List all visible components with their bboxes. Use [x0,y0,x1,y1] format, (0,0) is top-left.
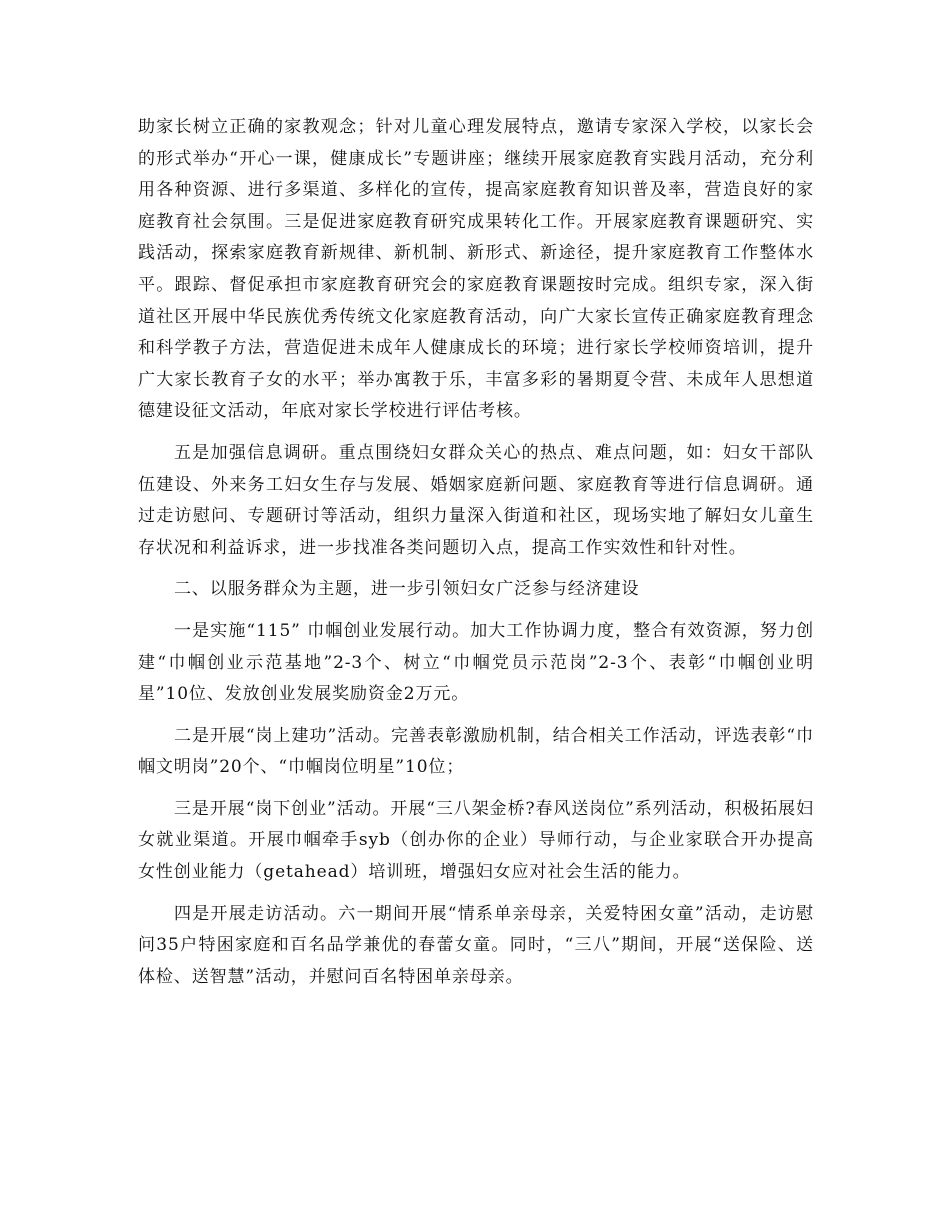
paragraph-2: 五是加强信息调研。重点围绕妇女群众关心的热点、难点问题，如：妇女干部队伍建设、外来务工妇女生存与发展、婚姻家庭新问题、家庭教育等进行信息调研。通过走访慰问、专题研讨等活动，组织力量深入街道和社区，现场实地了解妇女儿童生存状况和利益诉求，进一步找准各类问题切入点，提高工作实效性和针对性。 [138,442,814,558]
paragraph-3: 一是实施“115” 巾帼创业发展行动。加大工作协调力度，整合有效资源，努力创建“巾帼创业示范基地”2-3个、树立“巾帼党员示范岗”2-3个、表彰“巾帼创业明星”10位、发放创业发展奖励资金2万元。 [138,620,814,705]
paragraph-1: 助家长树立正确的家教观念；针对儿童心理发展特点，邀请专家深入学校，以家长会的形式举办“开心一课，健康成长”专题讲座；继续开展家庭教育实践月活动，充分利用各种资源、进行多渠道、多样化的宣传，提高家庭教育知识普及率，营造良好的家庭教育社会氛围。三是促进家庭教育研究成果转化工作。开展家庭教育课题研究、实践活动，探索家庭教育新规律、新机制、新形式、新途径，提升家庭教育工作整体水平。跟踪、督促承担市家庭教育研究会的家庭教育课题按时完成。组织专家，深入街道社区开展中华民族优秀传统文化家庭教育活动，向广大家长宣传正确家庭教育理念和科学教子方法，营造促进未成年人健康成长的环境；进行家长学校师资培训，提升广大家长教育子女的水平；举办寓教于乐，丰富多彩的暑期夏令营、未成年人思想道德建设征文活动，年底对家长学校进行评估考核。 [138,117,814,422]
paragraph-6: 四是开展走访活动。六一期间开展“情系单亲母亲，关爱特困女童”活动，走访慰问35户特困家庭和百名品学兼优的春蕾女童。同时，“三八”期间，开展“送保险、送体检、送智慧”活动，并慰问百名特困单亲母亲。 [138,903,814,987]
paragraph-5: 三是开展“岗下创业”活动。开展“三八架金桥?春风送岗位”系列活动，积极拓展妇女就业渠道。开展巾帼牵手syb（创办你的企业）导师行动，与企业家联合开办提高女性创业能力（getahead）培训班，增强妇女应对社会生活的能力。 [138,798,814,883]
section-heading: 二、以服务群众为主题，进一步引领妇女广泛参与经济建设 [174,579,640,600]
paragraph-4: 二是开展“岗上建功”活动。完善表彰激励机制，结合相关工作活动，评选表彰“巾帼文明岗”20个、“巾帼岗位明星”10位； [138,725,814,778]
document-body [138,112,814,1003]
